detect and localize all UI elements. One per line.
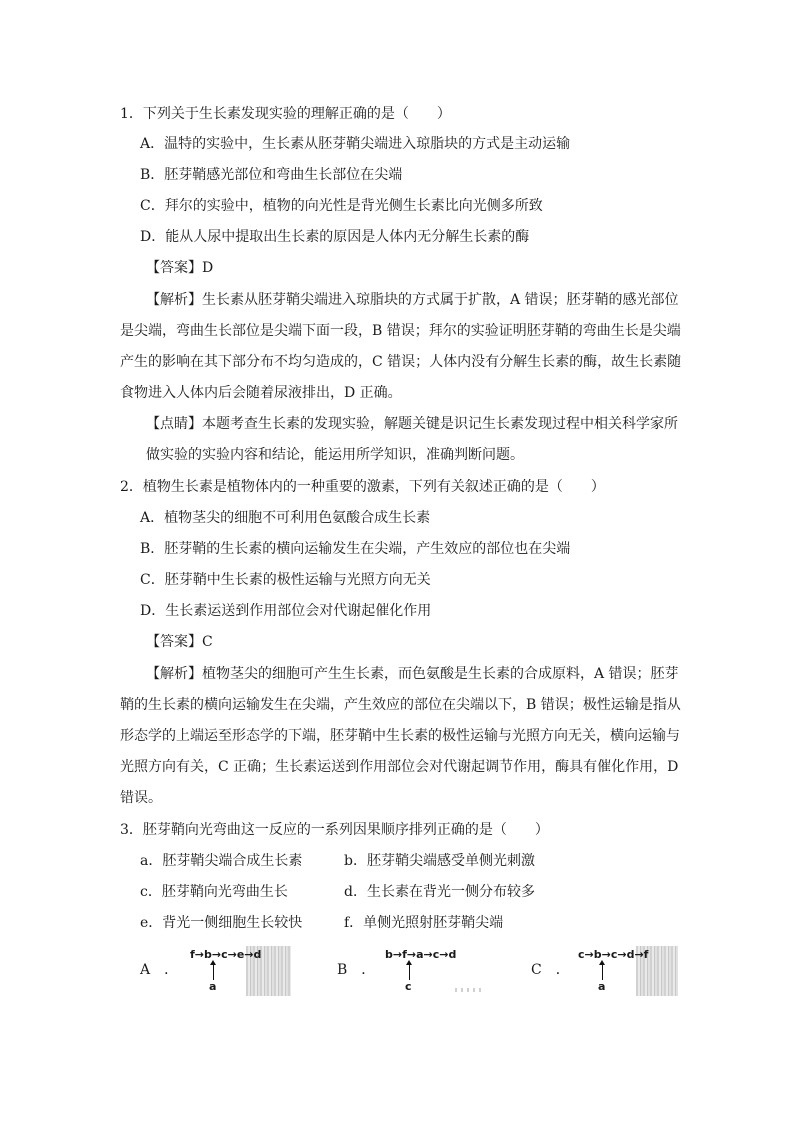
q1-analysis-line: 是尖端，弯曲生长部位是尖端下面一段，B 错误；拜尔的实验证明胚芽鞘的弯曲生长是尖端: [120, 323, 681, 339]
q3-choice-a-sub: a: [209, 980, 217, 993]
q1-option-b: B．胚芽鞘感光部位和弯曲生长部位在尖端: [140, 167, 403, 183]
q3-item-b: b．胚芽鞘尖端感受单侧光刺激: [344, 853, 535, 869]
q3-choice-c-label: C ．: [531, 962, 570, 978]
q1-stem: 1．下列关于生长素发现实验的理解正确的是（ ）: [120, 106, 451, 122]
q3-choice-b-sub: c: [405, 980, 412, 993]
q3-choice-a-label: A ．: [140, 962, 179, 978]
q3-stem: 3．胚芽鞘向光弯曲这一反应的一系列因果顺序排列正确的是（ ）: [120, 822, 549, 838]
q3-choice-b-chain: b→f→a→c→d: [385, 948, 457, 961]
q2-option-d: D．生长素运送到作用部位会对代谢起催化作用: [140, 603, 432, 619]
q2-option-b: B．胚芽鞘的生长素的横向运输发生在尖端，产生效应的部位也在尖端: [140, 541, 571, 557]
up-arrow-icon: [213, 964, 214, 980]
q3-choice-a-chain: f→b→c→e→d: [190, 948, 262, 961]
q2-answer: 【答案】C: [146, 634, 213, 650]
q2-stem: 2．植物生长素是植物体内的一种重要的激素，下列有关叙述正确的是（ ）: [120, 479, 605, 495]
q1-option-a: A．温特的实验中，生长素从胚芽鞘尖端进入琼脂块的方式是主动运输: [140, 136, 571, 152]
q3-item-e: e．背光一侧细胞生长较快: [140, 915, 303, 931]
q3-choice-a-figure: [190, 946, 300, 998]
up-arrow-icon: [409, 964, 410, 980]
q2-analysis-line: 鞘的生长素的横向运输发生在尖端，产生效应的部位在尖端以下，B 错误；极性运输是指从: [120, 697, 681, 713]
q3-choice-b-figure: [385, 946, 495, 998]
q3-item-d: d．生长素在背光一侧分布较多: [344, 884, 535, 900]
q1-analysis-line: 食物进入人体内后会随着尿液排出，D 正确。: [120, 385, 402, 401]
q2-analysis-line: 光照方向有关，C 正确；生长素运送到作用部位会对代谢起调节作用，酶具有催化作用，D: [120, 759, 679, 775]
q2-analysis-line: 形态学的上端运至形态学的下端，胚芽鞘中生长素的极性运输与光照方向无关，横向运输与: [120, 728, 680, 744]
q1-option-d: D．能从人尿中提取出生长素的原因是人体内无分解生长素的酶: [140, 229, 530, 245]
q2-option-c: C．胚芽鞘中生长素的极性运输与光照方向无关: [140, 572, 431, 588]
q1-comment-line: 做实验的实验内容和结论，能运用所学知识，准确判断问题。: [146, 447, 524, 463]
up-arrow-icon: [602, 964, 603, 980]
q3-choice-c-figure: [578, 946, 688, 998]
q1-answer: 【答案】D: [146, 260, 214, 276]
q2-option-a: A．植物茎尖的细胞不可利用色氨酸合成生长素: [140, 510, 431, 526]
q1-analysis-line: 产生的影响在其下部分布不均匀造成的，C 错误；人体内没有分解生长素的酶，故生长素随: [120, 354, 682, 370]
q2-analysis-line: 错误。: [120, 790, 162, 806]
q3-choice-b-label: B ．: [337, 962, 376, 978]
q1-option-c: C．拜尔的实验中，植物的向光性是背光侧生长素比向光侧多所致: [140, 198, 543, 214]
q3-choice-c-chain: c→b→c→d→f: [578, 948, 649, 961]
q3-choice-c-sub: a: [598, 980, 606, 993]
q3-item-c: c．胚芽鞘向光弯曲生长: [140, 884, 288, 900]
q3-item-a: a．胚芽鞘尖端合成生长素: [140, 853, 303, 869]
q2-analysis-line: 【解析】植物茎尖的细胞可产生生长素，而色氨酸是生长素的合成原料，A 错误；胚芽: [146, 666, 679, 682]
q1-analysis-line: 【解析】生长素从胚芽鞘尖端进入琼脂块的方式属于扩散，A 错误；胚芽鞘的感光部位: [146, 292, 679, 308]
q1-comment-line: 【点睛】本题考查生长素的发现实验，解题关键是识记生长素发现过程中相关科学家所: [146, 416, 678, 432]
q3-item-f: f．单侧光照射胚芽鞘尖端: [344, 915, 504, 931]
